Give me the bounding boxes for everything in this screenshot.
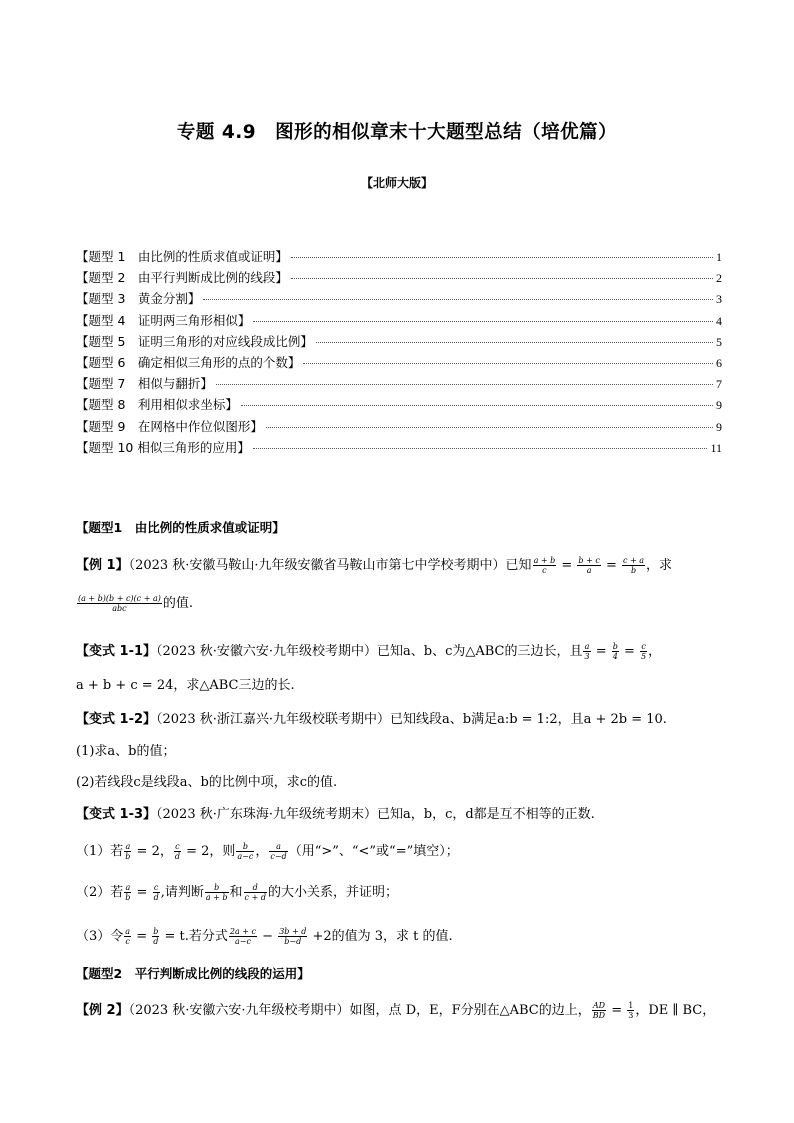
fraction: $\frac{c}{5}$: [641, 642, 647, 661]
toc-leader-dots: [253, 448, 708, 449]
toc-leader-dots: [266, 427, 713, 428]
toc-leader-dots: [241, 405, 713, 406]
fraction: $\frac{d}{c + d}$: [244, 883, 266, 902]
fraction: $\frac{b}{d}$: [153, 927, 159, 946]
toc-entry-label: 【题型 7 相似与翻折】: [76, 376, 213, 392]
toc-entry[interactable]: [76, 417, 722, 438]
example-tag: 【例 2】: [76, 1003, 129, 1018]
toc-leader-dots: [216, 384, 713, 385]
variant-1-1-line-1: 【变式 1-1】（2023 秋·安徽六安·九年级校考期中）已知a、b、c为△ABC的三边长，且 $\frac{a}{3}$ = $\frac{b}{4}$ = $\frac{c}{5}$ ，: [76, 642, 662, 661]
section-heading-2: 【题型2 平行判断成比例的线段的运用】: [76, 966, 310, 981]
fraction: $\frac{a}{c}$: [125, 927, 131, 946]
fraction: $\frac{c + a}{b}$: [622, 556, 645, 575]
fraction: $\frac{(a + b)(b + c)(c + a)}{\text{abc}}$: [78, 594, 161, 613]
variant-1-2-question-2: (2)若线段c是线段a、b的比例中项，求c的值.: [76, 775, 338, 790]
section-heading-1: 【题型1 由比例的性质求值或证明】: [76, 520, 285, 535]
fraction: $\frac{b}{a-c}$: [237, 842, 254, 861]
fraction: $\frac{a}{b}$: [125, 842, 131, 861]
document-title: 专题 4.9 图形的相似章末十大题型总结（培优篇）: [176, 122, 618, 143]
toc-page-number: 7: [716, 377, 722, 392]
variant-tag: 【变式 1-3】: [76, 807, 157, 822]
toc-entry[interactable]: [76, 353, 722, 374]
toc-entry-label: 【题型 2 由平行判断成比例的线段】: [76, 270, 288, 286]
toc-entry[interactable]: [76, 311, 722, 332]
toc-page-number: 9: [716, 419, 722, 434]
fraction: $\frac{b}{4}$: [612, 642, 618, 661]
variant-1-3-question-2: （2）若 $\frac{a}{b}$ = $\frac{c}{d}$ ,请判断 $\frac{b}{a + b}$ 和 $\frac{d}{c + d}$ 的大小关系，并证明；: [76, 883, 398, 902]
toc-entry-label: 【题型 9 在网格中作位似图形】: [76, 418, 263, 434]
toc-entry[interactable]: [76, 268, 722, 289]
toc-leader-dots: [303, 363, 713, 364]
toc-entry[interactable]: [76, 438, 722, 459]
edition-label: 【北师大版】: [360, 176, 433, 190]
fraction: $\frac{2a + c}{a-c}$: [229, 927, 257, 946]
toc-page-number: 6: [716, 355, 722, 370]
toc-page-number: 5: [716, 334, 722, 349]
fraction: $\frac{b + c}{a}$: [578, 556, 600, 575]
toc-entry[interactable]: [76, 395, 722, 416]
variant-1-3-question-3: （3）令 $\frac{a}{c}$ = $\frac{b}{d}$ = t.若分式 $\frac{2a + c}{a-c}$ − $\frac{3b + d}{b-d}$ +2的值为 3，求 t 的值.: [76, 927, 453, 946]
toc-leader-dots: [253, 321, 713, 322]
example-1-line-1: 【例 1】（2023 秋·安徽马鞍山·九年级安徽省马鞍山市第七中学校考期中）已知 $\frac{a + b}{c}$ = $\frac{b + c}{a}$ = $\frac{c + a}{b}$ ，求: [76, 556, 673, 575]
toc-entry-label: 【题型 3 黄金分割】: [76, 291, 201, 307]
toc-page-number: 1: [716, 250, 722, 264]
toc-entry-label: 【题型 8 利用相似求坐标】: [76, 397, 238, 413]
variant-1-2-question-1: (1)求a、b的值；: [76, 744, 176, 759]
toc-page-number: 3: [716, 292, 722, 307]
toc-page-number: 4: [716, 313, 722, 328]
example-1-line-2: $\frac{(a + b)(b + c)(c + a)}{\text{abc}}$ 的值.: [78, 594, 193, 613]
toc-entry[interactable]: [76, 247, 722, 268]
toc-entry-label: 【题型 1 由比例的性质求值或证明】: [76, 249, 288, 264]
fraction: $\frac{c}{d}$: [174, 842, 180, 861]
fraction: $\frac{a}{b}$: [125, 883, 131, 902]
variant-1-3-line-1: 【变式 1-3】（2023 秋·广东珠海·九年级统考期末）已知a，b，c，d都是互不相等的正数.: [76, 807, 595, 822]
variant-tag: 【变式 1-1】: [76, 644, 157, 659]
variant-tag: 【变式 1-2】: [76, 712, 157, 727]
toc-entry-label: 【题型 4 证明两三角形相似】: [76, 312, 251, 328]
table-of-contents: [76, 247, 722, 459]
toc-entry[interactable]: [76, 332, 722, 353]
fraction: $\frac{1}{3}$: [628, 1001, 634, 1020]
example-tag: 【例 1】: [76, 558, 129, 573]
fraction: $\frac{c}{d}$: [153, 883, 159, 902]
toc-page-number: 11: [710, 440, 722, 455]
variant-1-2-line-1: 【变式 1-2】（2023 秋·浙江嘉兴·九年级校联考期中）已知线段a、b满足a:b = 1:2，且a + 2b = 10.: [76, 712, 667, 727]
fraction: $\frac{a}{c-d}$: [270, 842, 287, 861]
fraction: $\frac{b}{a + b}$: [205, 883, 228, 902]
fraction: $\frac{a}{3}$: [584, 642, 590, 661]
toc-leader-dots: [291, 257, 713, 258]
example-source: （2023 秋·安徽马鞍山·九年级安徽省马鞍山市第七中学校考期中）已知: [128, 558, 532, 573]
toc-entry-label: 【题型 5 证明三角形的对应线段成比例】: [76, 333, 313, 349]
toc-entry-label: 【题型 6 确定相似三角形的点的个数】: [76, 354, 301, 370]
fraction: $\frac{a + b}{c}$: [533, 556, 556, 575]
toc-leader-dots: [203, 299, 713, 300]
fraction: $\frac{3b + d}{b-d}$: [279, 927, 307, 946]
variant-1-1-line-2: a + b + c = 24，求△ABC三边的长.: [76, 678, 295, 693]
toc-entry[interactable]: [76, 374, 722, 395]
toc-entry-label: 【题型 10 相似三角形的应用】: [76, 439, 250, 455]
toc-entry[interactable]: [76, 289, 722, 310]
toc-leader-dots: [316, 342, 713, 343]
toc-leader-dots: [291, 278, 713, 279]
variant-1-3-question-1: （1）若 $\frac{a}{b}$ = 2， $\frac{c}{d}$ = 2，则 $\frac{b}{a-c}$ ， $\frac{a}{c-d}$ （用“>”、“<”或“=”填空）；: [76, 842, 459, 861]
fraction: $\frac{AD}{BD}$: [592, 1001, 606, 1020]
example-2-line-1: 【例 2】（2023 秋·安徽六安·九年级校考期中）如图，点 D，E，F分别在△ABC的边上， $\frac{AD}{BD}$ = $\frac{1}{3}$ ，DE ∥ BC，: [76, 1001, 716, 1020]
toc-page-number: 9: [716, 398, 722, 413]
toc-page-number: 2: [716, 271, 722, 286]
